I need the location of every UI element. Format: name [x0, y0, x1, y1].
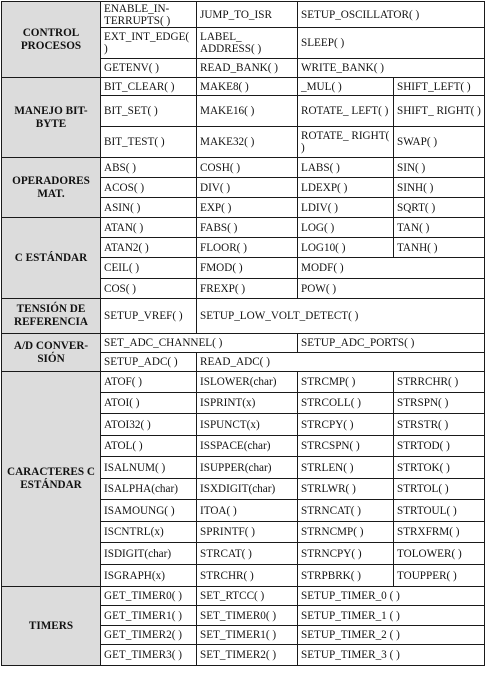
- function-cell: ATAN2( ): [101, 238, 197, 258]
- table-row: [2, 78, 485, 96]
- function-cell: SWAP( ): [394, 127, 485, 158]
- function-cell: ASIN( ): [101, 198, 197, 218]
- function-cell: ATOI32( ): [101, 414, 197, 436]
- function-cell: BIT_TEST( ): [101, 127, 197, 158]
- category-timers: TIMERS: [2, 587, 101, 666]
- function-cell: ISPUNCT(x): [197, 414, 298, 436]
- function-cell: STRCMP( ): [298, 372, 394, 393]
- function-cell: ROTATE_ LEFT( ): [298, 96, 394, 127]
- function-cell: MAKE32( ): [197, 127, 298, 158]
- function-cell: ATOF( ): [101, 372, 197, 393]
- function-cell: FABS( ): [197, 218, 298, 238]
- function-cell: ISUPPER(char): [197, 457, 298, 479]
- function-cell: FMOD( ): [197, 258, 298, 279]
- function-cell: SHIFT_LEFT( ): [394, 78, 485, 96]
- function-cell: GET_TIMER0( ): [101, 587, 197, 606]
- function-cell: SETUP_TIMER_2 ( ): [298, 626, 485, 645]
- function-cell: LABEL_ ADDRESS( ): [197, 28, 298, 59]
- function-cell: SHIFT_ RIGHT( ): [394, 96, 485, 127]
- function-cell: ISAMOUNG( ): [101, 500, 197, 522]
- category-caracteres-c-estandar: CARACTERES C ESTÁNDAR: [2, 372, 101, 587]
- function-cell: _MUL( ): [298, 78, 394, 96]
- function-cell: SETUP_OSCILLATOR( ): [298, 2, 485, 28]
- function-cell: STRSTR( ): [394, 414, 485, 436]
- table-row: [2, 334, 485, 353]
- function-cell: STRTOL( ): [394, 479, 485, 500]
- function-cell: ISPRINT(x): [197, 393, 298, 414]
- function-cell: WRITE_BANK( ): [298, 59, 485, 78]
- function-cell: ISSPACE(char): [197, 436, 298, 457]
- function-cell: CEIL( ): [101, 258, 197, 279]
- function-cell: STRTOK( ): [394, 457, 485, 479]
- function-cell: GET_TIMER3( ): [101, 645, 197, 666]
- category-operadores-mat: OPERADORES MAT.: [2, 158, 101, 218]
- category-c-estandar: C ESTÁNDAR: [2, 218, 101, 299]
- function-cell: ABS( ): [101, 158, 197, 178]
- function-cell: ITOA( ): [197, 500, 298, 522]
- function-cell: ISGRAPH(x): [101, 565, 197, 587]
- function-cell: TOLOWER( ): [394, 543, 485, 565]
- function-cell: ISXDIGIT(char): [197, 479, 298, 500]
- function-cell: TAN( ): [394, 218, 485, 238]
- function-cell: STRTOD( ): [394, 436, 485, 457]
- function-cell: EXP( ): [197, 198, 298, 218]
- function-cell: STRCPY( ): [298, 414, 394, 436]
- function-cell: SLEEP( ): [298, 28, 485, 59]
- function-cell: COS( ): [101, 279, 197, 299]
- category-a-d-conver-sion: A/D CONVER-SIÓN: [2, 334, 101, 372]
- function-cell: SET_TIMER0( ): [197, 606, 298, 626]
- function-cell: STRCAT( ): [197, 543, 298, 565]
- function-cell: STRLWR( ): [298, 479, 394, 500]
- function-cell: LDEXP( ): [298, 178, 394, 198]
- function-cell: FREXP( ): [197, 279, 298, 299]
- function-cell: ISCNTRL(x): [101, 522, 197, 543]
- category-tension-de-referencia: TENSIÓN DE REFERENCIA: [2, 299, 101, 334]
- function-cell: GETENV( ): [101, 59, 197, 78]
- function-cell: ATOI( ): [101, 393, 197, 414]
- function-cell: ROTATE_ RIGHT( ): [298, 127, 394, 158]
- category-control-procesos: CONTROL PROCESOS: [2, 2, 101, 78]
- function-cell: STRNCAT( ): [298, 500, 394, 522]
- function-cell: SET_TIMER2( ): [197, 645, 298, 666]
- function-cell: ISDIGIT(char): [101, 543, 197, 565]
- function-cell: SETUP_LOW_VOLT_DETECT( ): [197, 299, 485, 334]
- function-cell: LOG( ): [298, 218, 394, 238]
- function-cell: LOG10( ): [298, 238, 394, 258]
- table-row: [2, 158, 485, 178]
- function-cell: JUMP_TO_ISR: [197, 2, 298, 28]
- function-cell: BIT_SET( ): [101, 96, 197, 127]
- function-cell: BIT_CLEAR( ): [101, 78, 197, 96]
- function-cell: SET_TIMER1( ): [197, 626, 298, 645]
- table-row: [2, 218, 485, 238]
- function-cell: ATOL( ): [101, 436, 197, 457]
- function-cell: STRCOLL( ): [298, 393, 394, 414]
- functions-table: [1, 1, 485, 666]
- function-cell: SETUP_TIMER_0 ( ): [298, 587, 485, 606]
- function-cell: LDIV( ): [298, 198, 394, 218]
- function-cell: GET_TIMER1( ): [101, 606, 197, 626]
- function-cell: ACOS( ): [101, 178, 197, 198]
- function-cell: MODF( ): [298, 258, 485, 279]
- function-cell: STRXFRM( ): [394, 522, 485, 543]
- function-cell: STRNCMP( ): [298, 522, 394, 543]
- function-cell: SETUP_ADC( ): [101, 353, 197, 372]
- function-cell: POW( ): [298, 279, 485, 299]
- function-cell: STRCHR( ): [197, 565, 298, 587]
- function-cell: SET_RTCC( ): [197, 587, 298, 606]
- function-cell: SETUP_ADC_PORTS( ): [298, 334, 485, 353]
- functions-table-body: [2, 2, 485, 666]
- function-cell: SETUP_TIMER_1 ( ): [298, 606, 485, 626]
- function-cell: LABS( ): [298, 158, 394, 178]
- function-cell: SET_ADC_CHANNEL( ): [101, 334, 298, 353]
- function-cell: READ_BANK( ): [197, 59, 298, 78]
- function-cell: TOUPPER( ): [394, 565, 485, 587]
- function-cell: STRPBRK( ): [298, 565, 394, 587]
- table-row: [2, 299, 485, 334]
- function-cell: SINH( ): [394, 178, 485, 198]
- function-cell: ISALNUM( ): [101, 457, 197, 479]
- table-row: [2, 372, 485, 393]
- function-cell: COSH( ): [197, 158, 298, 178]
- function-cell: STRSPN( ): [394, 393, 485, 414]
- function-cell: MAKE8( ): [197, 78, 298, 96]
- table-row: [2, 2, 485, 28]
- function-cell: GET_TIMER2( ): [101, 626, 197, 645]
- function-cell: EXT_INT_EDGE( ): [101, 28, 197, 59]
- function-cell: ISLOWER(char): [197, 372, 298, 393]
- function-cell: ISALPHA(char): [101, 479, 197, 500]
- function-cell: SETUP_VREF( ): [101, 299, 197, 334]
- function-cell: READ_ADC( ): [197, 353, 485, 372]
- function-cell: TANH( ): [394, 238, 485, 258]
- function-cell: SPRINTF( ): [197, 522, 298, 543]
- function-cell: MAKE16( ): [197, 96, 298, 127]
- category-manejo-bit-byte: MANEJO BIT-BYTE: [2, 78, 101, 158]
- function-cell: STRCSPN( ): [298, 436, 394, 457]
- function-cell: STRNCPY( ): [298, 543, 394, 565]
- function-cell: STRTOUL( ): [394, 500, 485, 522]
- function-cell: SETUP_TIMER_3 ( ): [298, 645, 485, 666]
- table-row: [2, 587, 485, 606]
- function-cell: ATAN( ): [101, 218, 197, 238]
- function-cell: STRLEN( ): [298, 457, 394, 479]
- function-cell: SIN( ): [394, 158, 485, 178]
- function-cell: STRRCHR( ): [394, 372, 485, 393]
- function-cell: ENABLE_IN-TERRUPTS( ): [101, 2, 197, 28]
- function-cell: FLOOR( ): [197, 238, 298, 258]
- function-cell: SQRT( ): [394, 198, 485, 218]
- function-cell: DIV( ): [197, 178, 298, 198]
